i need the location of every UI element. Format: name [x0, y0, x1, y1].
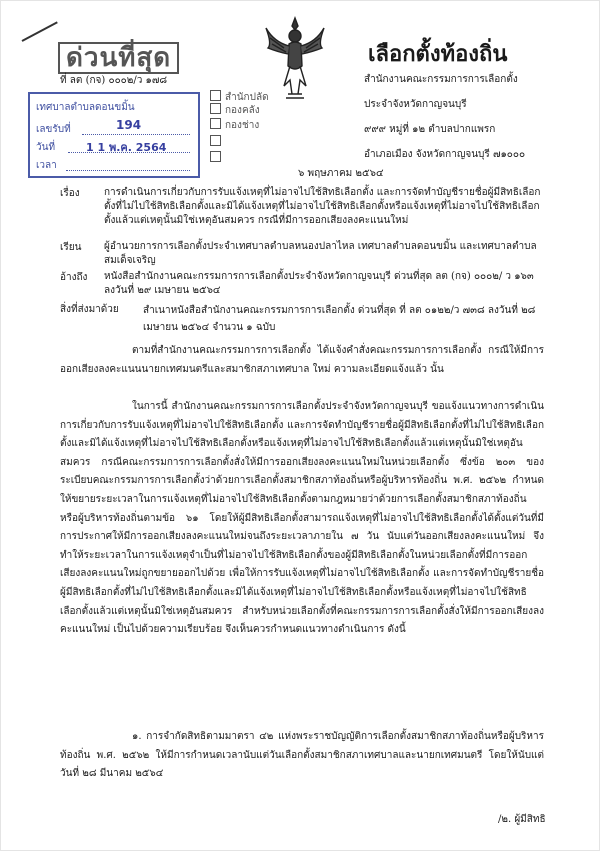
document-number: ที่ ลต (กจ) ๐๐๐๒/ว ๑๗๘ [60, 75, 168, 86]
reference-text: หนังสือสำนักงานคณะกรรมการการเลือกตั้งประจำจังหวัดกาญจนบุรี ด่วนที่สุด ลต (กจ) ๐๐๐๒/ ว ๑๖๓ ลงวันที่ ๒๙ เมษายน ๒๕๖๔ [104, 271, 534, 297]
subject-text: การดำเนินการเกี่ยวกับการรับแจ้งเหตุที่ไม่อาจไปใช้สิทธิเลือกตั้ง และการจัดทำบัญชีรายชื่อผู้มีสิทธิเลือกตั้งที่ไม่ไปใช้สิทธิเลือกตั้งและมิได้แจ้งเหตุที่ไม่อาจไปใช้สิทธิเลือกตั้งหรือแจ้งเหตุที่ไม่อาจไปใช้สิทธิเลือกตั้งแล้วแต่เหตุนั้นมิใช่เหตุอันสมควร กรณีที่มีการออกเสียงลงคะแนนใหม่ [104, 187, 541, 227]
recipient-label: เรียน [60, 242, 82, 253]
reference-label: อ้างถึง [60, 272, 88, 283]
enclosure-label: สิ่งที่ส่งมาด้วย [60, 304, 119, 315]
urgency-stamp: ด่วนที่สุด [58, 42, 179, 74]
address-line-3: ๙๙๙ หมู่ที่ ๑๒ ตำบลปากแพรก [364, 124, 496, 135]
letter-date: ๖ พฤษภาคม ๒๕๖๔ [298, 168, 384, 179]
continued-page-marker: /๒. ผู้มีสิทธิ [498, 814, 546, 825]
paragraph-1: ตามที่สำนักงานคณะกรรมการการเลือกตั้ง ได้แจ้งคำสั่งคณะกรรมการการเลือกตั้ง กรณีให้มีการออกเสียงลงคะแนนนายกเทศมนตรีและสมาชิกสภาเทศบาล ใหม่ ความละเอียดแจ้งแล้ว นั้น [60, 345, 544, 375]
stamp-receive-label: เลขรับที่ [36, 124, 71, 135]
stamp-title: เทศบาลตำบลดอนขมิ้น [36, 102, 135, 113]
routing-item-office: สำนักปลัด [210, 90, 269, 105]
routing-item-blank-1 [210, 135, 225, 148]
paragraph-3: ๑. การจำกัดสิทธิตามมาตรา ๔๒ แห่งพระราชบัญญัติการเลือกตั้งสมาชิกสภาท้องถิ่นหรือผู้บริหารท้องถิ่น พ.ศ. ๒๕๖๒ ให้มีการกำหนดเวลานับแต่วันเลือกตั้งสมาชิกสภาเทศบาลและนายกเทศมนตรี โดยให้นับแต่วันที่ ๒๘ มีนาคม ๒๕๖๔ [60, 731, 544, 780]
receiving-stamp [28, 92, 200, 178]
stamp-receive-number: 194 [116, 118, 142, 132]
stamp-date-label: วันที่ [36, 142, 56, 153]
enclosure-text: สำเนาหนังสือสำนักงานคณะกรรมการการเลือกตั้ง ด่วนที่สุด ที่ ลต ๐๑๒๒/ว ๗๓๘ ลงวันที่ ๒๘ เมษายน ๒๕๖๔ จำนวน ๑ ฉบับ [143, 305, 536, 333]
subject-label: เรื่อง [60, 188, 80, 199]
address-line-2: ประจำจังหวัดกาญจนบุรี [364, 99, 467, 110]
garuda-emblem-icon [262, 14, 328, 100]
paragraph-2: ในการนี้ สำนักงานคณะกรรมการการเลือกตั้งประจำจังหวัดกาญจนบุรี ขอแจ้งแนวทางการดำเนินการเกี่ยวกับการรับแจ้งเหตุที่ไม่อาจไปใช้สิทธิเลือกตั้ง และการจัดทำบัญชีรายชื่อผู้มีสิทธิเลือกตั้งที่ไม่ไปใช้สิทธิเลือกตั้งและมิได้แจ้งเหตุที่ไม่อาจไปใช้สิทธิเลือกตั้งหรือแจ้งเหตุที่ไม่อาจไปใช้สิทธิเลือกตั้งแล้วแต่เหตุนั้นมิใช่เหตุอันสมควร กรณีคณะกรรมการการเลือกตั้งสั่งให้มีการออกเสียงลงคะแนนใหม่ในหน่วยเลือกตั้ง ซึ่งข้อ ๒๐๓ ของระเบียบคณะกรรมการการเลือกตั้งว่าด้วยการเลือกตั้งสมาชิกสภาท้องถิ่นหรือผู้บริหารท้องถิ่น พ.ศ. ๒๕๖๒ กำหนดให้ขยายระยะเวลาในการแจ้งเหตุที่ไม่อาจไปใช้สิทธิเลือกตั้งตามกฎหมายว่าด้วยการเลือกตั้งสมาชิกสภาท้องถิ่นหรือผู้บริหารท้องถิ่นตามข้อ ๖๑ โดยให้ผู้มีสิทธิเลือกตั้งสามารถแจ้งเหตุที่ไม่อาจไปใช้สิทธิเลือกตั้งได้ตั้งแต่วันที่มีการประกาศให้มีการออกเสียงลงคะแนนใหม่จนถึงระยะเวลาภายใน ๗ วัน นับแต่วันออกเสียงลงคะแนนใหม่ จึงทำให้ระยะเวลาในการแจ้งเหตุจำเป็นที่ไม่อาจไปใช้สิทธิเลือกตั้งของผู้มีสิทธิเลือกตั้งในหน่วยเลือกตั้งที่มีการออกเสียงลงคะแนนใหม่ถูกขยายออกไปด้วย เพื่อให้การรับแจ้งเหตุที่ไม่อาจไปใช้สิทธิเลือกตั้ง และการจัดทำบัญชีรายชื่อผู้มีสิทธิเลือกตั้งที่ไม่ไปใช้สิทธิเลือกตั้งและมิได้แจ้งเหตุที่ไม่อาจไปใช้สิทธิเลือกตั้งหรือแจ้งเหตุที่ไม่อาจไปใช้สิทธิเลือกตั้งแล้วแต่เหตุนั้นมิใช่เหตุอันสมควร สำหรับหน่วยเลือกตั้งที่คณะกรรมการการเลือกตั้งสั่งให้มีการออกเสียงลงคะแนนใหม่ เป็นไปด้วยความเรียบร้อย จึงเห็นควรกำหนดแนวทางดำเนินการ ดังนี้ [60, 401, 544, 636]
stamp-time-label: เวลา [36, 160, 57, 171]
stamp-date-value: 1 1 พ.ค. 2564 [86, 141, 167, 154]
routing-item-finance: กองคลัง [210, 103, 260, 118]
routing-item-blank-2 [210, 151, 225, 164]
routing-item-engineering: กองช่าง [210, 118, 259, 133]
office-header: เลือกตั้งท้องถิ่น [368, 41, 508, 67]
address-line-1: สำนักงานคณะกรรมการการเลือกตั้ง [364, 74, 518, 85]
recipient-text: ผู้อำนวยการการเลือกตั้งประจำเทศบาลตำบลหนองปลาไหล เทศบาลตำบลดอนขมิ้น และเทศบาลตำบลสมเด็จเจริญ [104, 241, 537, 267]
address-line-4: อำเภอเมือง จังหวัดกาญจนบุรี ๗๑๐๐๐ [364, 149, 526, 160]
